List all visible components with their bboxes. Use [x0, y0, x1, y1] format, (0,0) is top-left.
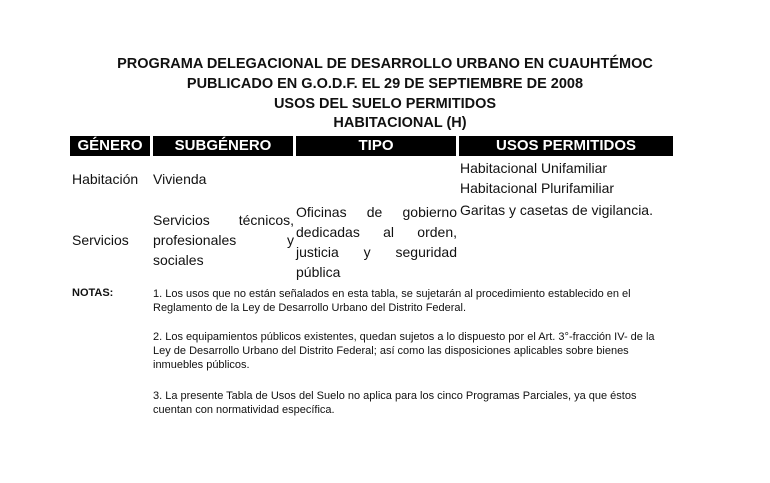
row-servicios-subgenero-line-3: sociales: [153, 252, 204, 268]
row-servicios-genero: Servicios: [72, 232, 129, 248]
title-programa: PROGRAMA DELEGACIONAL DE DESARROLLO URBANO EN CUAUHTÉMOC: [117, 56, 653, 72]
row-servicios-tipo-line-2: dedicadas al orden,: [296, 224, 457, 240]
header-subgenero: SUBGÉNERO: [153, 136, 293, 156]
row-habitacion-uso-plurifamiliar: Habitacional Plurifamiliar: [460, 180, 615, 196]
row-servicios-subgenero-line-2: profesionales y: [153, 232, 294, 248]
row-servicios-tipo-line-1: Oficinas de gobierno: [296, 204, 457, 220]
title-usos-suelo: USOS DEL SUELO PERMITIDOS: [273, 96, 497, 112]
header-usos-permitidos: USOS PERMITIDOS: [459, 136, 673, 156]
row-servicios-subgenero-line-1: Servicios técnicos,: [153, 212, 294, 228]
document-titles: [0, 54, 770, 132]
nota-2: 2. Los equipamientos públicos existentes, quedan sujetos a lo dispuesto por el Art. 3°-fracción IV- de la Ley de Desarrollo Urbano del Distrito Federal; así como las disposiciones aplicables sobre bienes inmuebles públicos.: [153, 331, 655, 371]
title-habitacional: HABITACIONAL (H): [333, 115, 467, 131]
row-servicios-tipo-line-4: pública: [296, 264, 341, 280]
row-habitacion-genero: Habitación: [72, 171, 139, 187]
header-genero: GÉNERO: [70, 136, 150, 156]
row-habitacion-uso-unifamiliar: Habitacional Unifamiliar: [460, 160, 608, 176]
nota-3: 3. La presente Tabla de Usos del Suelo no aplica para los cinco Programas Parciales, ya que éstos cuentan con normatividad específica.: [153, 390, 637, 416]
title-publicado: PUBLICADO EN G.O.D.F. EL 29 DE SEPTIEMBRE DE 2008: [186, 76, 584, 92]
row-habitacion-subgenero: Vivienda: [153, 171, 207, 187]
header-tipo: TIPO: [296, 136, 456, 156]
row-servicios-uso-garitas: Garitas y casetas de vigilancia.: [460, 202, 653, 218]
nota-1: 1. Los usos que no están señalados en esta tabla, se sujetarán al procedimiento establecido en el Reglamento de la Ley de Desarrollo Urbano del Distrito Federal.: [153, 288, 631, 314]
row-servicios-tipo-line-3: justicia y seguridad: [296, 244, 457, 260]
notas-label: NOTAS:: [72, 287, 114, 299]
